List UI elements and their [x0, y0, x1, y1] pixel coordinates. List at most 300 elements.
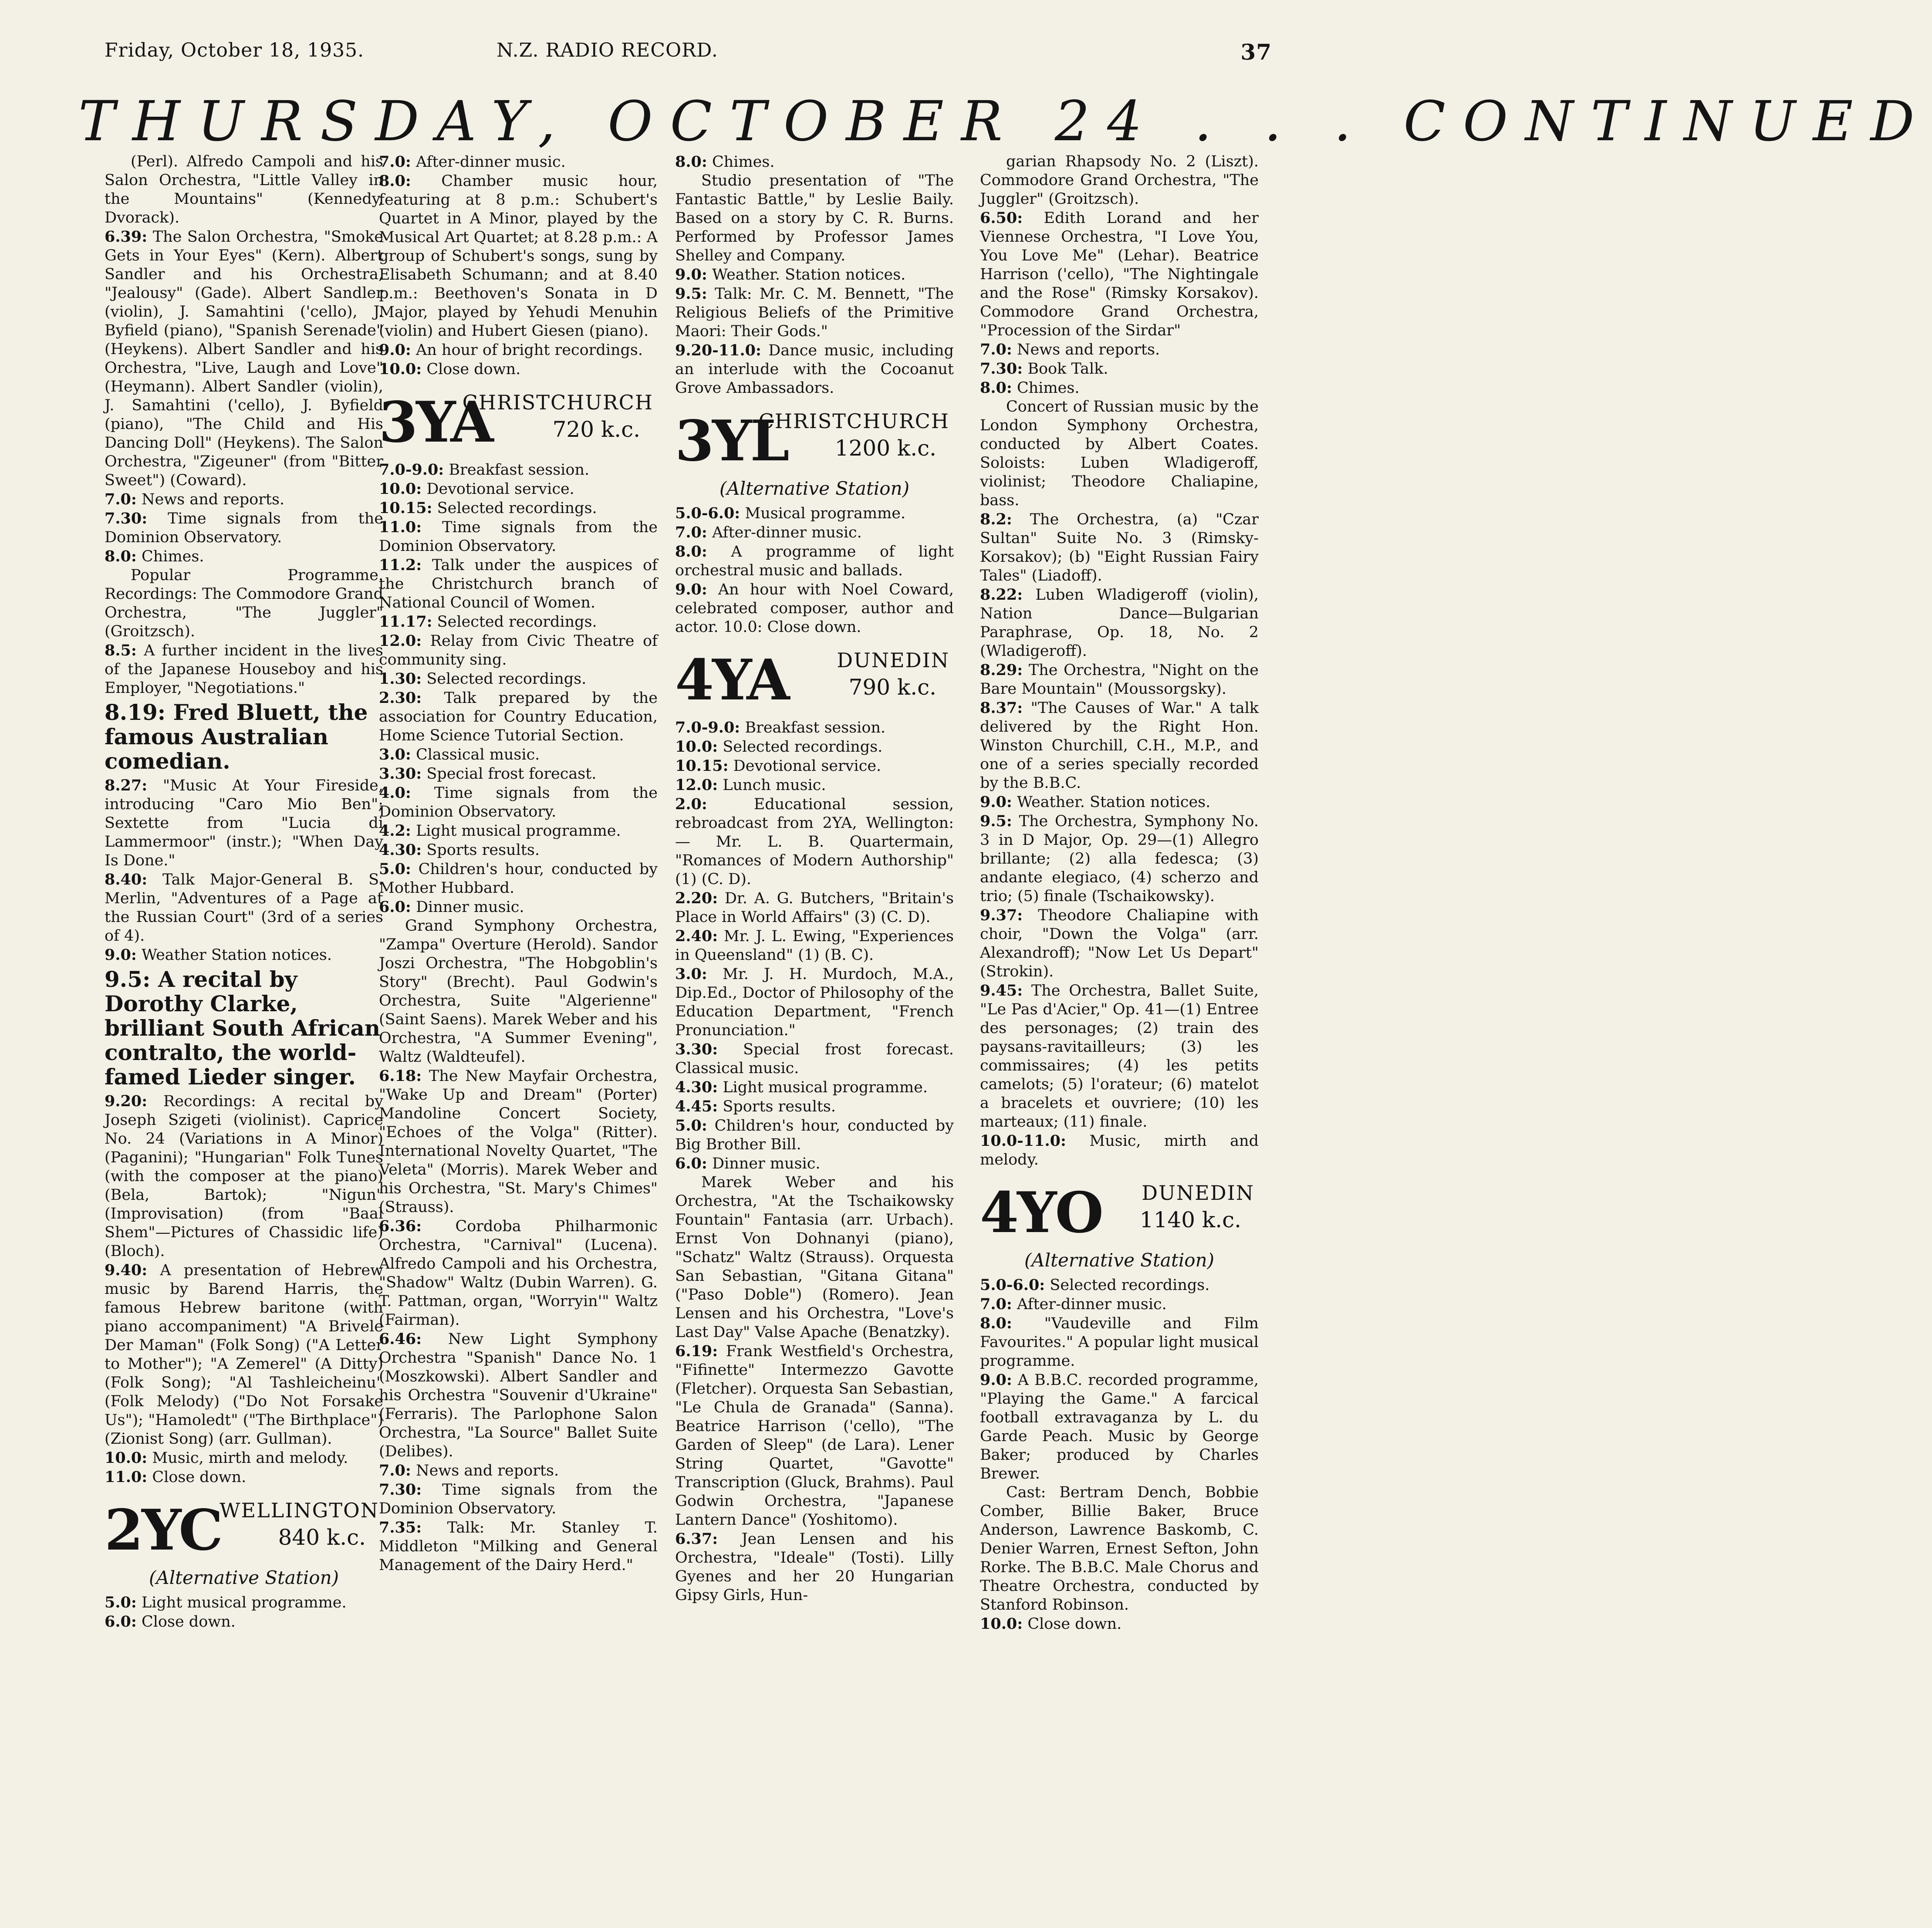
program-time: 9.0: — [675, 266, 707, 284]
program-text: Talk: Mr. Stanley T. Middleton "Milking and General Management of the Dairy Herd." — [379, 1519, 658, 1574]
program-time: 9.20: — [105, 1092, 148, 1110]
program-text: News and reports. — [1017, 341, 1160, 358]
program-time: 7.30: — [980, 360, 1023, 378]
program-entry — [379, 860, 658, 898]
alternative-station-label: (Alternative Station) — [1024, 1249, 1215, 1271]
program-text: Selected recordings. — [426, 670, 587, 688]
program-entry — [980, 699, 1259, 793]
program-text: Music, mirth and melody. — [152, 1449, 348, 1467]
column-3 — [675, 152, 954, 1877]
program-time: 8.37: — [980, 699, 1023, 717]
program-time: 3.30: — [675, 1040, 718, 1058]
program-time: 9.20-11.0: — [675, 341, 761, 359]
program-time: 5.0: — [379, 860, 411, 878]
program-time: 8.5: — [105, 642, 137, 659]
program-text: A programme of light orchestral music and ballads. — [675, 543, 954, 579]
program-entry — [980, 359, 1259, 378]
program-time: 7.0: — [675, 523, 707, 541]
program-text: Time signals from the Dominion Observatory. — [379, 1481, 658, 1517]
program-text: Devotional service. — [733, 757, 882, 775]
program-time: 11.0: — [105, 1468, 148, 1486]
program-entry — [379, 172, 658, 341]
program-time: 9.0: — [675, 581, 707, 598]
program-text: Dr. A. G. Butchers, "Britain's Place in World Affairs" (3) (C. D). — [675, 890, 954, 926]
program-time: 8.0: — [105, 547, 137, 565]
program-text: Sports results. — [723, 1098, 836, 1115]
station-call-sign: 4YO — [980, 1180, 1102, 1246]
program-entry — [675, 523, 954, 542]
program-time: 3.0: — [675, 965, 707, 983]
program-text: Chimes. — [141, 548, 204, 565]
program-time: 9.45: — [980, 982, 1023, 999]
program-entry — [980, 793, 1259, 812]
program-entry — [980, 1295, 1259, 1314]
program-entry — [379, 841, 658, 860]
program-text: The Orchestra, (a) "Czar Sultan" Suite No. 3 (Rimsky-Korsakov); (b) "Eight Russian Fairy Tales" (Liadoff). — [980, 511, 1259, 584]
program-text: Dinner music. — [712, 1155, 821, 1172]
program-entry — [980, 340, 1259, 359]
program-text: Special frost forecast. Classical music. — [675, 1041, 954, 1077]
program-time: 8.0: — [980, 379, 1012, 397]
program-entry — [675, 889, 954, 927]
program-time: 10.0: — [379, 480, 422, 498]
program-entry — [675, 965, 954, 1040]
program-entry — [105, 1468, 383, 1487]
program-entry — [379, 1067, 658, 1217]
program-text: Breakfast session. — [449, 461, 590, 479]
program-entry — [379, 783, 658, 821]
program-entry — [379, 689, 658, 745]
program-time: 8.0: — [379, 172, 411, 190]
program-text: News and reports. — [141, 491, 285, 508]
program-time: 10.0: — [105, 1449, 148, 1467]
program-time: 10.0: — [675, 738, 718, 756]
station-call-sign: 3YL — [675, 409, 788, 474]
program-entry — [980, 398, 1259, 510]
program-text: Classical music. — [415, 746, 540, 763]
program-time: 2.30: — [379, 689, 422, 707]
program-time: 9.0: — [980, 1371, 1012, 1389]
program-text: A presentation of Hebrew music by Barend Harris, the famous Hebrew baritone (with piano accompaniment) "A Brivele Der Maman" (Folk Song) ("A Letter to Mother"); "A Zemerel" (A Ditty) (Folk Song); "Al Tashleicheinu" (Folk Melody) ("Do Not Forsake Us"); "Hamoledt" ("The Birthplace") (Zionist Song) (arr. Gullman). — [105, 1262, 383, 1448]
program-entry — [379, 518, 658, 556]
program-text: An hour of bright recordings. — [415, 341, 643, 359]
program-entry — [675, 580, 954, 637]
program-time: 4.0: — [379, 784, 411, 802]
program-text: Chamber music hour, featuring at 8 p.m.: Schubert's Quartet in A Minor, played by the Musical Art Quartet; at 8.28 p.m.: A group of Schubert's songs, sung by Elisabeth Schumann; and at 8.40 p.m.: Beethoven's Sonata in D Major, played by Yehudi Menuhin (violin) and Hubert Giesen (piano). — [379, 172, 658, 340]
program-entry — [379, 152, 658, 172]
program-text: Selected recordings. — [437, 613, 597, 631]
program-entry — [379, 612, 658, 631]
station-frequency: 790 k.c. — [848, 675, 936, 700]
column-1 — [105, 152, 383, 1877]
program-text: The Orchestra, Symphony No. 3 in D Major, Op. 29—(1) Allegro brillante; (2) alla fedesca; (3) andante elegiaco, (4) scherzo and trio; (5) finale (Tschaikowsky). — [980, 813, 1259, 905]
program-time: 9.5: — [105, 966, 151, 992]
program-entry — [105, 1261, 383, 1449]
program-list — [980, 152, 1259, 1169]
program-time: 11.0: — [379, 518, 422, 536]
program-time: 7.35: — [379, 1519, 422, 1536]
program-list — [675, 152, 954, 398]
program-time: 8.19: — [105, 699, 166, 725]
program-entry — [675, 341, 954, 398]
program-text: Sports results. — [426, 841, 540, 859]
program-entry — [105, 227, 383, 490]
station-2yc-block — [105, 1498, 383, 1563]
program-time: 6.39: — [105, 228, 148, 246]
program-entry — [379, 669, 658, 689]
program-entry — [980, 812, 1259, 906]
station-city: DUNEDIN — [1142, 1181, 1254, 1205]
program-text: Cordoba Philharmonic Orchestra, "Carnival" (Lucena). Alfredo Campoli and his Orchestra, "Shadow" Waltz (Dubin Warren). G. T. Pattman, organ, "Worryin'" Waltz (Fairman). — [379, 1218, 658, 1329]
program-time: 8.0: — [675, 543, 707, 561]
program-time: 5.0: — [105, 1594, 137, 1611]
program-entry — [379, 631, 658, 669]
program-entry — [379, 1217, 658, 1330]
program-time: 4.30: — [675, 1078, 718, 1096]
program-entry — [980, 152, 1259, 209]
station-3ya-block — [379, 390, 658, 455]
program-entry — [980, 906, 1259, 981]
program-entry — [379, 1480, 658, 1518]
program-text: A further incident in the lives of the Japanese Houseboy and his Employer, "Negotiations." — [105, 642, 383, 697]
program-text: Lunch music. — [723, 777, 826, 794]
program-entry — [675, 756, 954, 776]
program-entry — [379, 499, 658, 518]
program-text: Talk prepared by the association for Country Education, Home Science Tutorial Section. — [379, 689, 658, 744]
program-text: The Orchestra, "Night on the Bare Mountain" (Moussorgsky). — [980, 662, 1259, 698]
program-entry — [379, 917, 658, 1067]
program-time: 12.0: — [379, 632, 422, 650]
program-entry — [675, 1078, 954, 1097]
program-list — [675, 504, 954, 637]
program-text: Selected recordings. — [1050, 1276, 1210, 1294]
program-text: Light musical programme. — [723, 1079, 928, 1096]
program-text: Weather Station notices. — [141, 946, 332, 964]
program-time: 9.5: — [675, 285, 707, 303]
program-time: 6.50: — [980, 209, 1023, 227]
program-text: Fred Bluett, the famous Australian comedian. — [105, 699, 368, 774]
program-text: Close down. — [152, 1469, 247, 1486]
issue-date: Friday, October 18, 1935. — [105, 39, 365, 61]
program-entry — [379, 898, 658, 917]
program-time: 3.0: — [379, 746, 411, 763]
program-text: Music, mirth and melody. — [980, 1132, 1259, 1168]
program-time: 9.40: — [105, 1261, 148, 1279]
program-time: 6.0: — [105, 1613, 137, 1631]
program-time: 9.37: — [980, 906, 1023, 924]
program-time: 6.0: — [675, 1155, 707, 1172]
program-text: Cast: Bertram Dench, Bobbie Comber, Billie Baker, Bruce Anderson, Lawrence Baskomb, C. Denier Warren, Ernest Sefton, John Rorke. The B.B.C. Male Chorus and Theatre Orchestra, conducted by Stanford Robinson. — [980, 1484, 1259, 1614]
program-entry — [105, 1092, 383, 1261]
program-time: 7.0-9.0: — [675, 719, 740, 736]
station-4yo-block — [980, 1180, 1259, 1246]
program-text: Light musical programme. — [415, 822, 621, 840]
program-time: 5.0: — [675, 1117, 707, 1135]
program-time: 7.30: — [379, 1481, 422, 1499]
program-entry — [980, 1131, 1259, 1169]
program-text: Chimes. — [1017, 379, 1080, 397]
program-entry — [105, 509, 383, 547]
program-text: Children's hour, conducted by Big Brother Bill. — [675, 1117, 954, 1153]
program-time: 4.45: — [675, 1097, 718, 1115]
program-time: 4.2: — [379, 822, 411, 840]
program-text: Popular Programme. Recordings: The Commodore Grand Orchestra, "The Juggler" (Groitzsch). — [105, 567, 383, 640]
program-time: 9.0: — [105, 946, 137, 964]
program-entry — [105, 152, 383, 227]
program-time: 8.29: — [980, 661, 1023, 679]
program-time: 7.30: — [105, 510, 148, 527]
station-city: CHRISTCHURCH — [462, 391, 653, 414]
program-text: Studio presentation of "The Fantastic Battle," by Leslie Baily. Based on a story by C. R. Burns. Performed by Professor James Shelley and Company. — [675, 172, 954, 264]
program-text: Breakfast session. — [745, 719, 886, 736]
program-entry — [980, 981, 1259, 1131]
program-entry — [105, 870, 383, 945]
program-time: 8.40: — [105, 871, 148, 888]
program-time: 10.0: — [379, 360, 422, 378]
program-time: 2.20: — [675, 889, 718, 907]
program-time: 8.0: — [980, 1314, 1012, 1332]
program-time: 10.15: — [379, 499, 432, 517]
program-entry — [675, 737, 954, 756]
program-text: Musical programme. — [745, 505, 906, 522]
program-text: Frank Westfield's Orchestra, "Fifinette" Intermezzo Gavotte (Fletcher). Orquesta San Sebastian, "Le Chula de Granada" (Sanna). Beatrice Harrison ('cello), "The Garden of Sleep" (de Lara). Lener String Quartet, "Gavotte" Transcription (Gluck, Brahms). Paul Godwin Orchestra, "Japanese Lantern Dance" (Yoshitomo). — [675, 1343, 954, 1529]
program-text: The Orchestra, Ballet Suite, "Le Pas d'Acier," Op. 41—(1) Entree des personages; (2) train des paysans-ravitailleurs; (3) les commissaires; (4) les petits camelots; (5) l'orateur; (6) matelot a bracelets et ouvriere; (10) les marteaux; (11) finale. — [980, 982, 1259, 1131]
program-text: A recital by Dorothy Clarke, brilliant South African contralto, the world-famed Lieder singer. — [105, 966, 381, 1090]
program-entry — [675, 172, 954, 265]
program-time: 11.2: — [379, 556, 422, 574]
program-time: 3.30: — [379, 765, 422, 783]
program-list — [379, 152, 658, 379]
program-time: 6.0: — [379, 898, 411, 916]
program-time: 5.0-6.0: — [980, 1276, 1045, 1294]
program-time: 7.0: — [105, 490, 137, 508]
program-time: 10.0-11.0: — [980, 1132, 1066, 1150]
program-text: Luben Wladigeroff (violin), Nation Dance—Bulgarian Paraphrase, Op. 18, No. 2 (Wladigeroff). — [980, 586, 1259, 660]
program-entry — [379, 1461, 658, 1480]
program-entry — [105, 776, 383, 870]
program-entry — [675, 1530, 954, 1605]
program-entry — [675, 718, 954, 737]
program-time: 10.0: — [980, 1615, 1023, 1633]
program-text: Talk Major-General B. S. Merlin, "Adventures of a Page at the Russian Court" (3rd of a series of 4). — [105, 871, 383, 945]
program-time: 1.30: — [379, 670, 422, 688]
program-time: 2.40: — [675, 927, 718, 945]
station-3yl-block — [675, 409, 954, 474]
program-text: Edith Lorand and her Viennese Orchestra, "I Love You, You Love Me" (Lehar). Beatrice Harrison ('cello), "The Nightingale and the Rose" (Rimsky Korsakov). Commodore Grand Orchestra, "Procession of the Sirdar" — [980, 209, 1259, 339]
station-frequency: 720 k.c. — [552, 417, 640, 442]
station-city: CHRISTCHURCH — [758, 409, 949, 433]
program-entry — [675, 542, 954, 580]
program-text: Educational session, rebroadcast from 2YA, Wellington:— Mr. L. B. Quartermain, "Romances of Modern Authorship" (1) (C. D). — [675, 796, 954, 888]
program-text: Chimes. — [712, 153, 775, 171]
program-text: Jean Lensen and his Orchestra, "Ideale" (Tosti). Lilly Gyenes and her 20 Hungarian Gipsy Girls, Hun- — [675, 1530, 954, 1604]
program-text: Devotional service. — [426, 480, 574, 498]
column-2 — [379, 152, 658, 1877]
program-text: After-dinner music. — [415, 153, 566, 171]
page-header — [105, 39, 1272, 74]
program-time: 4.30: — [379, 841, 422, 859]
program-time: 2.0: — [675, 795, 707, 813]
program-text: Selected recordings. — [723, 738, 883, 756]
program-entry — [675, 284, 954, 341]
program-text: Marek Weber and his Orchestra, "At the Tschaikowsky Fountain" Fantasia (arr. Urbach). Ernst Von Dohnanyi (piano), "Schatz" Waltz (Strauss). Orquesta San Sebastian, "Gitana Gitana" ("Paso Doble") (Romero). Jean Lensen and his Orchestra, "Love's Last Day" Valse Apache (Benatzky). — [675, 1174, 954, 1341]
program-time: 8.22: — [980, 586, 1023, 604]
program-text: Mr. J. H. Murdoch, M.A., Dip.Ed., Doctor of Philosophy of the Education Department, "French Pronunciation." — [675, 966, 954, 1039]
program-text: Mr. J. L. Ewing, "Experiences in Queensland" (1) (B. C). — [675, 928, 954, 964]
program-list — [379, 460, 658, 1575]
program-entry — [105, 1612, 383, 1631]
program-entry — [980, 1371, 1259, 1483]
program-text: Dinner music. — [415, 898, 524, 916]
program-entry — [105, 700, 383, 773]
program-entry — [980, 1483, 1259, 1614]
program-text: Close down. — [141, 1613, 236, 1631]
program-time: 7.0: — [379, 1462, 411, 1479]
program-time: 6.37: — [675, 1530, 718, 1548]
program-entry — [675, 265, 954, 284]
program-text: Weather. Station notices. — [1017, 793, 1211, 811]
program-entry — [980, 1276, 1259, 1295]
program-text: Talk under the auspices of the Christchurch branch of National Council of Women. — [379, 557, 658, 611]
program-time: 7.0-9.0: — [379, 461, 444, 479]
program-entry — [105, 566, 383, 641]
program-text: Relay from Civic Theatre of community sing. — [379, 632, 658, 669]
station-city: DUNEDIN — [837, 648, 949, 672]
program-text: Theodore Chaliapine with choir, "Down the Volga" (arr. Alexandroff); "Now Let Us Depart" (Strokin). — [980, 907, 1259, 980]
program-entry — [675, 1173, 954, 1342]
program-time: 8.27: — [105, 777, 148, 794]
program-time: 8.0: — [675, 153, 707, 171]
program-entry — [675, 1154, 954, 1173]
program-entry — [105, 547, 383, 566]
program-entry — [675, 1040, 954, 1078]
program-time: 6.46: — [379, 1330, 422, 1348]
program-time: 9.0: — [980, 793, 1012, 811]
program-time: 12.0: — [675, 776, 718, 794]
program-time: 9.5: — [980, 812, 1012, 830]
program-entry — [379, 764, 658, 783]
station-call-sign: 4YA — [675, 648, 788, 713]
program-text: Close down. — [426, 361, 521, 378]
program-text: Recordings: A recital by Joseph Szigeti (violinist). Caprice No. 24 (Variations in A Minor) (Paganini); "Hungarian" Folk Tunes (with the composer at the piano) (Bela, Bartok); "Nigun" (Improvisation) (from "Baal Shem"—Pictures of Chassidic life) (Bloch). — [105, 1093, 383, 1260]
program-entry — [105, 967, 383, 1089]
program-time: 10.15: — [675, 757, 729, 775]
page-number: 37 — [1240, 39, 1272, 65]
program-text: Time signals from the Dominion Observatory. — [379, 784, 658, 820]
program-entry — [980, 661, 1259, 699]
program-time: 6.36: — [379, 1217, 422, 1235]
program-time: 7.0: — [980, 341, 1012, 358]
station-frequency: 1200 k.c. — [834, 436, 936, 461]
program-entry — [980, 1614, 1259, 1634]
program-entry — [379, 1518, 658, 1575]
program-text: "The Causes of War." A talk delivered by the Right Hon. Winston Churchill, C.H., M.P., and one of a series specially recorded by the B.B.C. — [980, 699, 1259, 792]
station-call-sign: 2YC — [105, 1498, 222, 1563]
program-text: Close down. — [1027, 1615, 1122, 1633]
program-entry — [675, 1342, 954, 1530]
program-text: Dance music, including an interlude with the Cocoanut Grove Ambassadors. — [675, 342, 954, 397]
program-entry — [379, 479, 658, 499]
program-list — [105, 1593, 383, 1631]
program-entry — [105, 945, 383, 965]
program-entry — [675, 1116, 954, 1154]
day-banner: THURSDAY, OCTOBER 24 . . . CONTINUED — [78, 89, 1932, 153]
station-city: WELLINGTON — [220, 1499, 379, 1522]
program-text: New Light Symphony Orchestra "Spanish" Dance No. 1 (Moszkowski). Albert Sandler and his Orchestra "Souvenir d'Ukraine" (Ferraris). The Parlophone Salon Orchestra, "La Source" Ballet Suite (Delibes). — [379, 1330, 658, 1460]
program-entry — [379, 745, 658, 764]
program-entry — [675, 152, 954, 172]
program-entry — [980, 209, 1259, 340]
program-text: News and reports. — [415, 1462, 559, 1479]
program-text: Selected recordings. — [437, 500, 597, 517]
program-entry — [105, 641, 383, 698]
program-time: 5.0-6.0: — [675, 504, 740, 522]
program-entry — [675, 927, 954, 965]
program-list — [675, 718, 954, 1605]
station-4ya-block — [675, 648, 954, 713]
program-entry — [980, 585, 1259, 661]
program-list — [105, 152, 383, 1487]
program-text: Weather. Station notices. — [712, 266, 906, 284]
program-time: 6.19: — [675, 1342, 718, 1360]
program-time: 8.2: — [980, 510, 1012, 528]
program-entry — [980, 1314, 1259, 1371]
program-text: Concert of Russian music by the London Symphony Orchestra, conducted by Albert Coates. Soloists: Luben Wladigeroff, violinist; Theodore Chaliapine, bass. — [980, 398, 1259, 509]
station-frequency: 1140 k.c. — [1139, 1207, 1241, 1232]
program-time: 11.17: — [379, 613, 432, 631]
program-text: The New Mayfair Orchestra, "Wake Up and Dream" (Porter) Mandoline Concert Society, "Echoes of the Volga" (Ritter). International Novelty Quartet, "The Veleta" (Morris). Marek Weber and his Orchestra, "St. Mary's Chimes" (Strauss). — [379, 1067, 658, 1216]
program-text: The Salon Orchestra, "Smoke Gets in Your Eyes" (Kern). Albert Sandler and his Orchestra, "Jealousy" (Gade). Albert Sandler (violin), J. Samahtini ('cello), J. Byfield (piano), "Spanish Serenade" (Heykens). Albert Sandler and his Orchestra, "Live, Laugh and Love" (Heymann). Albert Sandler (violin), J. Samahtini ('cello), J. Byfield (piano), "The Child and His Dancing Doll" (Heykens). The Salon Orchestra, "Zigeuner" (from "Bitter Sweet") (Coward). — [105, 228, 383, 489]
program-entry — [379, 821, 658, 841]
program-text: After-dinner music. — [1017, 1296, 1167, 1313]
program-entry — [675, 776, 954, 795]
program-entry — [105, 1449, 383, 1468]
program-text: garian Rhapsody No. 2 (Liszt). Commodore Grand Orchestra, "The Juggler" (Groitzsch). — [980, 153, 1259, 208]
program-entry — [675, 1097, 954, 1116]
program-text: Special frost forecast. — [426, 765, 597, 783]
publication-title: N.Z. RADIO RECORD. — [497, 39, 718, 61]
program-list — [980, 1276, 1259, 1634]
program-text: Talk: Mr. C. M. Bennett, "The Religious Beliefs of the Primitive Maori: Their Gods." — [675, 285, 954, 340]
program-time: 9.0: — [379, 341, 411, 359]
program-text: "Vaudeville and Film Favourites." A popular light musical programme. — [980, 1315, 1259, 1370]
alternative-station-label: (Alternative Station) — [719, 478, 910, 499]
program-entry — [379, 556, 658, 612]
program-entry — [105, 490, 383, 509]
station-frequency: 840 k.c. — [278, 1525, 366, 1550]
program-entry — [379, 341, 658, 360]
program-entry — [980, 510, 1259, 585]
program-text: An hour with Noel Coward, celebrated composer, author and actor. 10.0: Close down. — [675, 581, 954, 636]
program-entry — [379, 360, 658, 379]
program-text: Time signals from the Dominion Observatory. — [379, 519, 658, 555]
program-entry — [675, 795, 954, 889]
program-text: Time signals from the Dominion Observatory. — [105, 510, 383, 546]
column-4 — [980, 152, 1259, 1877]
program-entry — [379, 1330, 658, 1461]
program-text: Light musical programme. — [141, 1594, 347, 1611]
program-text: A B.B.C. recorded programme, "Playing the Game." A farcical football extravaganza by L. du Garde Peach. Music by George Baker; produced by Charles Brewer. — [980, 1371, 1259, 1482]
program-text: Book Talk. — [1027, 360, 1108, 378]
program-entry — [105, 1593, 383, 1612]
program-time: 6.18: — [379, 1067, 422, 1085]
program-time: 7.0: — [980, 1295, 1012, 1313]
program-text: Children's hour, conducted by Mother Hubbard. — [379, 861, 658, 897]
program-text: (Perl). Alfredo Campoli and his Salon Orchestra, "Little Valley in the Mountains" (Kennedy, Dvorack). — [105, 153, 383, 226]
program-text: Grand Symphony Orchestra, "Zampa" Overture (Herold). Sandor Joszi Orchestra, "The Hobgoblin's Story" (Brecht). Paul Godwin's Orchestra, Suite "Algerienne" (Saint Saens). Marek Weber and his Orchestra, "A Summer Evening", Waltz (Waldteufel). — [379, 917, 658, 1066]
program-time: 7.0: — [379, 153, 411, 171]
program-text: After-dinner music. — [712, 524, 862, 541]
